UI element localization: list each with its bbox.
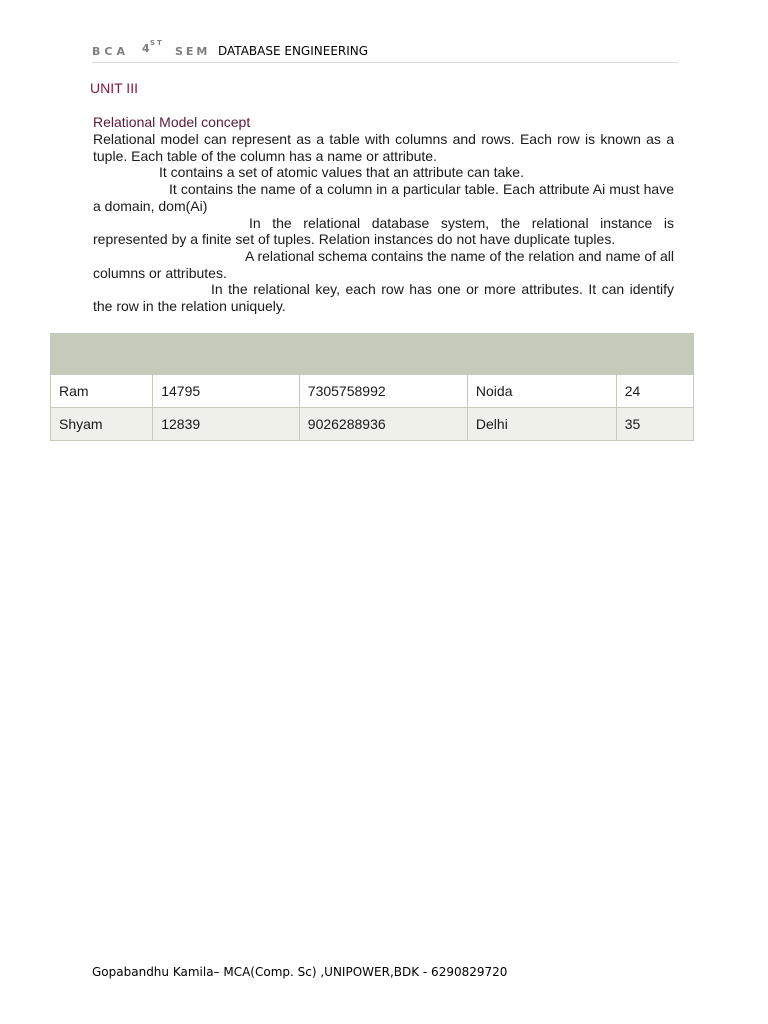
- paragraph: In the relational key, each row has one or more attributes. It can identify the row in the relation uniquely.: [93, 281, 674, 315]
- table-header-cell: [616, 334, 693, 375]
- table-cell: Delhi: [467, 408, 616, 441]
- semester-number: 4: [142, 42, 150, 55]
- table-cell: 24: [616, 375, 693, 408]
- relation-table: [50, 333, 694, 441]
- body-text: [93, 131, 674, 315]
- semester-suffix: ST: [150, 39, 164, 47]
- course-label: BCA: [92, 45, 129, 58]
- paragraph: A relational schema contains the name of the relation and name of all columns or attributes.: [93, 247, 674, 281]
- table-header-cell: [299, 334, 467, 375]
- table-cell: 14795: [153, 375, 300, 408]
- table-cell: Shyam: [51, 408, 153, 441]
- table-cell: 35: [616, 408, 693, 441]
- page-header: [92, 39, 678, 63]
- table-header-cell: [467, 334, 616, 375]
- subject-title: DATABASE ENGINEERING: [218, 44, 369, 58]
- table-cell: 7305758992: [299, 375, 467, 408]
- paragraph: Relational model can represent as a table with columns and rows. Each row is known as a tuple. Each table of the column has a name or attribute.: [93, 131, 674, 164]
- table-cell: Ram: [51, 375, 153, 408]
- section-title: Relational Model concept: [93, 114, 251, 130]
- page-footer: Gopabandhu Kamila– MCA(Comp. Sc) ,UNIPOWER,BDK - 6290829720: [92, 965, 508, 979]
- paragraph: It contains a set of atomic values that an attribute can take.: [159, 164, 524, 181]
- table-header-cell: [51, 334, 153, 375]
- unit-title: UNIT III: [90, 80, 138, 96]
- semester-word: SEM: [175, 45, 211, 58]
- table-cell: 12839: [153, 408, 300, 441]
- table-header-cell: [153, 334, 300, 375]
- table-cell: Noida: [467, 375, 616, 408]
- table-header-row: [51, 334, 694, 375]
- paragraph: In the relational database system, the relational instance is represented by a finite set of tuples. Relation instances do not have duplicate tuples.: [93, 214, 674, 248]
- table-row: [51, 408, 694, 441]
- table-cell: 9026288936: [299, 408, 467, 441]
- table-row: [51, 375, 694, 408]
- paragraph: It contains the name of a column in a particular table. Each attribute Ai must have a domain, dom(Ai): [93, 181, 674, 214]
